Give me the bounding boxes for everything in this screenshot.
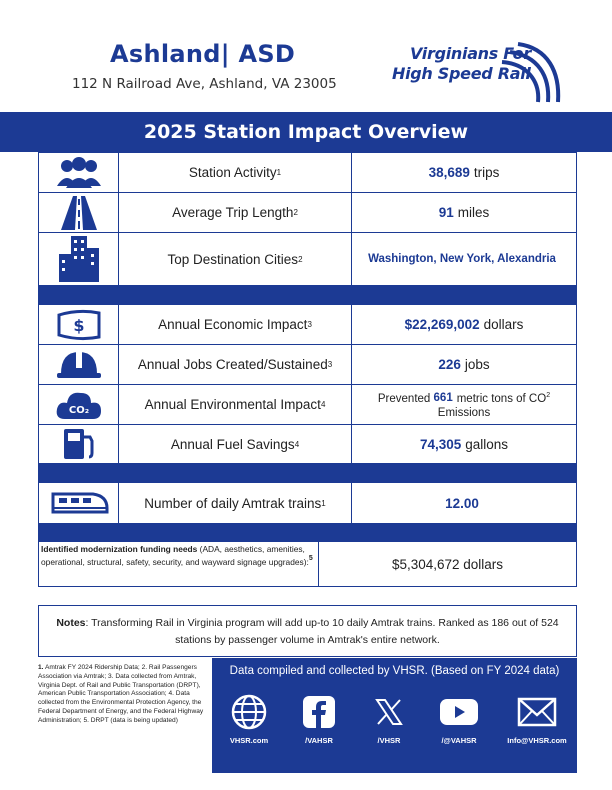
table-row: Station Activity 1 38,689 trips xyxy=(39,153,576,193)
email-link[interactable]: Info@VHSR.com xyxy=(502,692,572,745)
table-row: Top Destination Cities 2 Washington, New York, Alexandria xyxy=(39,233,576,285)
impact-table xyxy=(38,304,577,464)
row-value: 12.00 xyxy=(445,495,479,511)
table-row: Number of daily Amtrak trains 1 12.00 xyxy=(39,483,576,523)
fuel-pump-icon xyxy=(62,427,96,461)
row-label: Number of daily Amtrak trains xyxy=(144,495,322,511)
people-icon xyxy=(55,156,103,190)
row-label: Station Activity xyxy=(188,165,277,180)
row-label: Annual Economic Impact xyxy=(158,317,308,332)
logo-line2: High Speed Rail xyxy=(392,64,531,83)
svg-text:CO₂: CO₂ xyxy=(68,404,89,416)
row-label: Annual Fuel Savings xyxy=(170,436,295,452)
road-icon xyxy=(59,196,99,230)
row-label: Annual Environmental Impact xyxy=(144,397,321,412)
notes-text: : Transforming Rail in Virginia program will add up-to 10 daily Amtrak trains. Ranked as 186 out of 524 stations by passenger volume in Amtrak's entire network. xyxy=(85,617,559,646)
row-value: Washington, New York, Alexandria xyxy=(368,253,556,265)
station-address: 112 N Railroad Ave, Ashland, VA 23005 xyxy=(72,76,337,92)
row-value: 38,689 xyxy=(428,165,470,180)
logo-line1: Virginians For xyxy=(410,44,531,63)
funding-value: $5,304,672 dollars xyxy=(318,542,576,586)
row-label: Annual Jobs Created/Sustained xyxy=(137,357,328,372)
hard-hat-icon xyxy=(55,350,103,380)
row-value: 74,305 xyxy=(419,436,462,452)
table-row: Annual Jobs Created/Sustained 3 226 jobs xyxy=(39,345,576,385)
table-row: Annual Fuel Savings 4 74,305 gallons xyxy=(39,425,576,463)
footnotes: 1. Amtrak FY 2024 Ridership Data; 2. Rail Passengers Association via Amtrak; 3. Data collected from Amtrak, Virginia Dept. of Rail and Public Transportation (DRPT), American Public Transportation Association; 4. Data collected from the Environmental Protection Agency, the Federal Department of Energy, and the Federal Highway Administration; 5. DRPT (data is being updated) xyxy=(38,664,204,724)
row-label: Average Trip Length xyxy=(172,205,294,220)
row-value: 661 xyxy=(433,392,453,405)
svg-text:$: $ xyxy=(72,315,85,335)
header xyxy=(0,0,612,110)
youtube-icon xyxy=(439,697,479,727)
trains-table xyxy=(38,482,577,524)
funding-label: Identified modernization funding needs xyxy=(41,544,198,554)
facebook-icon xyxy=(302,695,336,729)
train-icon xyxy=(49,490,109,516)
section-divider xyxy=(38,464,577,482)
x-twitter-icon xyxy=(374,697,404,727)
section-divider xyxy=(38,524,577,541)
youtube-link[interactable]: /@VAHSR xyxy=(424,692,494,745)
footer-title: Data compiled and collected by VHSR. (Based on FY 2024 data) xyxy=(229,665,560,677)
x-link[interactable]: /VHSR xyxy=(354,692,424,745)
funding-needs: Identified modernization funding needs (ADA, aesthetics, amenities, operational, structural, safety, security, and wayward signage upgrades):$^5$ $5,304,672 dollars xyxy=(38,541,577,587)
row-label: Top Destination Cities xyxy=(167,251,299,267)
section-divider xyxy=(38,286,577,304)
row-value: 226 xyxy=(438,357,461,372)
page-title-banner: 2025 Station Impact Overview xyxy=(0,112,612,152)
table-row: Average Trip Length 2 91 miles xyxy=(39,193,576,233)
row-value: 91 xyxy=(438,205,454,220)
dollar-bill-icon xyxy=(55,309,103,341)
facebook-link[interactable]: /VAHSR xyxy=(284,692,354,745)
station-name: Ashland| ASD xyxy=(110,40,296,68)
table-row: CO₂ Annual Environmental Impact 4 Prevented 661 metric tons of $CO^2$ Emissions xyxy=(39,385,576,425)
row-value: $22,269,002 xyxy=(404,317,480,332)
footer xyxy=(212,658,577,773)
table-row: $ Annual Economic Impact 3 $22,269,002 dollars xyxy=(39,305,576,345)
city-buildings-icon xyxy=(57,236,101,282)
mail-icon xyxy=(517,697,557,727)
activity-table xyxy=(38,152,577,286)
co2-cloud-icon xyxy=(55,389,103,421)
notes-box xyxy=(38,605,577,657)
notes-label: Notes xyxy=(56,617,86,629)
globe-icon xyxy=(230,693,268,731)
vhsr-logo[interactable] xyxy=(388,40,564,104)
website-link[interactable]: VHSR.com xyxy=(214,692,284,745)
